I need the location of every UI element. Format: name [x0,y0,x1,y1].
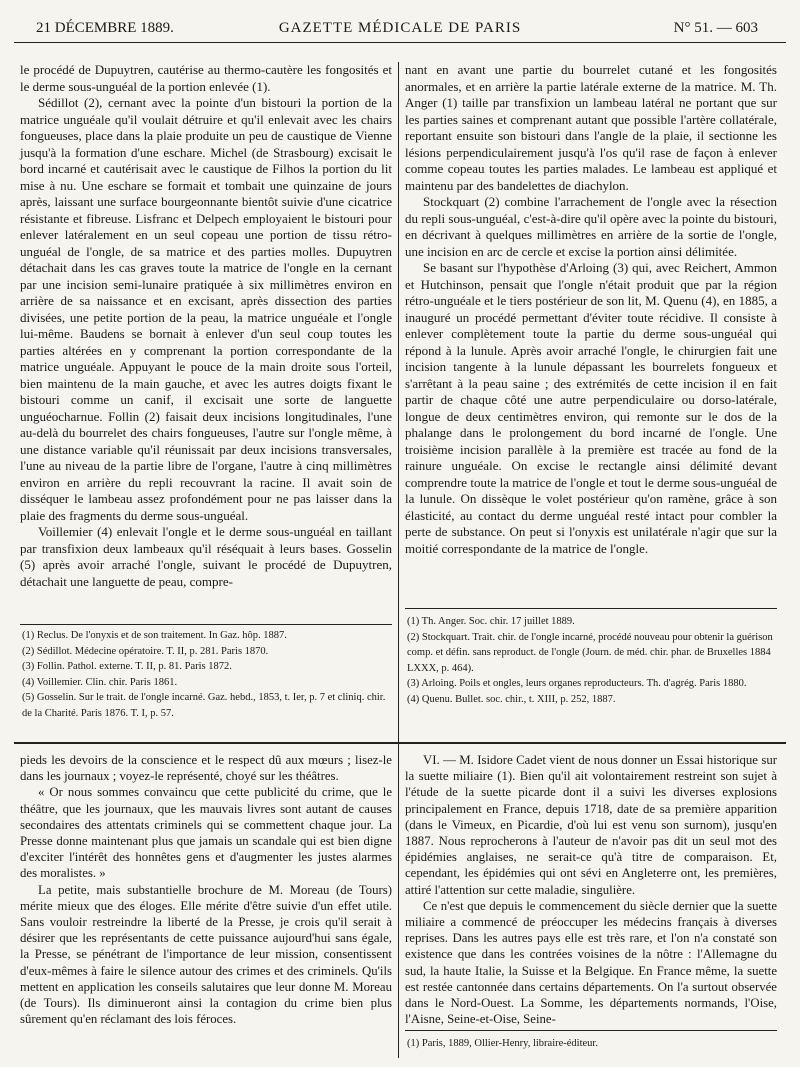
paragraph: Stockquart (2) combine l'arrachement de l'ongle avec la résection du repli sous-unguéal, c'est-à-dire qu'il opère avec la pointe du bistouri, en décrivant à quelques millimètres en arrière de la sortie de l'ongle, une incision en arc de cercle et excise la portion ainsi délimitée. [405,194,777,259]
footnote: (2) Sédillot. Médecine opératoire. T. II, p. 281. Paris 1870. [22,645,269,657]
paragraph: La petite, mais substantielle brochure de M. Moreau (de Tours) mérite mieux que des éloges. Elle mérite d'être suivie d'un effet utile. Sans vouloir restreindre la liberté de la Presse, je crois qu'il serait à désirer que les représentants de cette puissance aujourd'hui sans égale, la Presse, se pénétrant de l'importance de leur mission, consentissent d'eux-mêmes à faire le silence autour des crimes et des criminels. Qu'ils mettent en application les conseils salutaires que leur donne M. Moreau (de Tours). Ils diminueront ainsi la contagion du crime bien plus sûrement qu'en réclamant des lois féroces. [20,882,392,1027]
footnote-rule-lower [405,1030,777,1031]
paragraph: Voillemier (4) enlevait l'ongle et le derme sous-unguéal en taillant par transfixion deux lambeaux qu'il réséquait à leurs bases. Gosselin (5) après avoir arraché l'ongle, suivant le procédé de Dupuytren, détachait une languette de peau, compre- [20,524,392,589]
quotation: « Or nous sommes convaincu que cette publicité du crime, que le théâtre, que les journaux, que les mauvais livres sont autant de causes secondaires des attentats criminels qui se commettent chaque jour. La Presse donne maintenant plus que jamais un scandale qui est bien digne d'exciter l'intérêt des honnêtes gens et d'augmenter les justes alarmes des moralistes. » [20,785,392,881]
page-header [14,18,786,40]
footnote-lower [407,1036,777,1052]
paragraph: nant en avant une partie du bourrelet cutané et les fongosités anormales, et en arrière la partie latérale externe de la matrice. M. Th. Anger (1) taille par transfixion un lambeau latéral ne portant que sur les parties saines et comprenant autant que possible l'artère collatérale, reportant ensuite son bistouri dans l'angle de la plaie, il sectionne les lésions perpendiculairement jusqu'à l'os qu'il rase de façon à enlever comme copeau toutes les parties malades. Le lambeau est appliqué et maintenu par des bandelettes de diachylon. [405,62,777,193]
upper-right-column [405,62,777,557]
paragraph: Se basant sur l'hypothèse d'Arloing (3) qui, avec Reichert, Ammon et Hutchinson, pensait que l'ongle n'était produit que par la région rétro-unguéale et le tiers postérieur de son lit, M. Quenu (4), en 1885, a inauguré un procédé permettant d'éviter toute récidive. Il consiste à enlever complètement toute la partie du derme sous-unguéal qui répond à la lunule. Après avoir arraché l'ongle, le chirurgien fait une incision tangente à la lunule dépassant les bourrelets fongueux et s'arrêtant à la peau saine ; des extrémités de cette incision il en fait partir de chaque côté une autre perpendiculaire ou dorso-latérale, longue de deux centimètres environ, qui remonte sur le dos de la phalange dans le prolongement du bord incarné de l'ongle. Une troisième incision parallèle à la première est tracée au fond de la rainure unguéale. On excise le rectangle ainsi délimité devant comprendre toute la matrice de l'ongle et tout le derme sous-unguéal de la lunule. On dissèque le volet postérieur qu'on ramène, grâce à son élasticité, au contact du derme unguéal resté intact pour combler la perte de substance. On peut si l'onyxis est unilatérale n'agir que sur la moitié correspondante de la matrice de l'ongle. [405,260,777,556]
footnotes-right [407,614,777,707]
upper-left-column [20,62,392,590]
footnote: (3) Follin. Pathol. externe. T. II, p. 81. Paris 1872. [22,661,232,672]
footnote: (1) Paris, 1889, Ollier-Henry, libraire-éditeur. [407,1038,598,1049]
lower-left-column [20,752,392,1027]
paragraph: Ce n'est que depuis le commencement du siècle dernier que la suette miliaire a commencé de préoccuper les médecins français à diverses reprises. Dans les autres pays elle est très rare, et l'on n'a constaté son existence que dans les contrées voisines de la nôtre : l'Allemagne du sud, la haute Italie, la Suisse et la Belgique. En France même, la suette est restée cantonnée dans certains départements. On l'a surtout observée dans le Nord-Ouest. La Somme, les départements normands, l'Oise, l'Aisne, Seine-et-Oise, Seine- [405,898,777,1027]
journal-title: GAZETTE MÉDICALE DE PARIS [278,20,522,36]
footnotes-left [22,628,392,721]
footnote: (1) Reclus. De l'onyxis et de son traitement. In Gaz. hôp. 1887. [22,630,287,641]
footnote: (5) Gosselin. Sur le trait. de l'ongle incarné. Gaz. hebd., 1853, t. Ier, p. 7 et cliniq. chir. de la Charité. Paris 1876. T. I, p. 57. [22,692,386,719]
header-date: 21 DÉCEMBRE 1889. [36,20,174,36]
paragraph: Sédillot (2), cernant avec la pointe d'un bistouri la portion de la matrice unguéale qu'il voulait détruire et qu'il enlevait avec les chairs fongueuses, place dans la plaie produite un peu de caustique de Vienne jusqu'à la formation d'une eschare. Michel (de Strasbourg) excisait le bord incarné et cautérisait avec le caustique de Filhos la portion du lit mise à nu. Une eschare se formait et tombait une quinzaine de jours après, laissant une surface bourgeonnante bientôt suivie d'une cicatrice résistante et fibreuse. Lisfranc et Delpech employaient le bistouri pour enlever latéralement en un seul copeau une portion de tissu rétro-unguéal de l'ongle, de sa matrice et des parties molles. Dupuytren détachait dans les cas graves toute la matrice de l'ongle en la cernant par une incision semi-lunaire pratiquée à six millimètres environ en arrière de sa naissance et en excisant, après dissection des parties divisées, une petite portion de la peau, la matrice unguéale et l'ongle lui-même. Baudens se bornait à enlever d'un seul coup toutes les parties altérées en y comprenant la portion correspondante de la matrice unguéale. Appuyant le pouce de la main droite sous l'orteil, bien maintenu de la main gauche, et avec les autres doigts fixant le bistouri comme un canif, il excisait une sorte de languette unguéocharnue. Follin (2) faisait deux incisions longitudinales, l'une au-delà du bourrelet des chairs fongueuses, l'autre sur l'ongle même, à une distance variable qu'il réunissait par deux incisions transversales, l'une au niveau de la partie libre de l'organe, l'autre à cinq millimètres environ en arrière du repli recouvrant la racine. Il avait soin de disséquer le lambeau assez profondément pour ne pas laisser dans la plaie des fragments du derme sous-unguéal. [20,95,392,523]
footnote: (4) Voillemier. Clin. chir. Paris 1861. [22,676,178,688]
footnote: (4) Quenu. Bullet. soc. chir., t. XIII, p. 252, 1887. [407,693,616,705]
header-rule [14,42,786,43]
paragraph: VI. — M. Isidore Cadet vient de nous donner un Essai historique sur la suette miliaire (1). Bien qu'il ait volontairement restreint son sujet à l'étude de la suette picarde dont il a suivi les diverses explosions principalement en France, depuis 1718, date de sa première apparition (dans le Vimeux, en Picardie, d'où lui est venu son surnom), jusqu'en 1887. Nous reprocherons à l'auteur de n'avoir pas dit un seul mot des épidémies anglaises, ne serait-ce qu'à titre de comparaison. Et, cependant, les épidémies qui ont sévi en Angleterre ont, les premières, attiré l'attention sur cette maladie, singulière. [405,753,777,897]
footnote: (2) Stockquart. Trait. chir. de l'ongle incarné, procédé nouveau pour obtenir la guérison comp. et défin. sans reproduct. de l'ongle (Journ. de méd. chir. phar. de Bruxelles 1884 LXXX, p. 464). [407,631,773,674]
footnote-rule-right [405,608,777,609]
footnote: (3) Arloing. Poils et ongles, leurs organes reproducteurs. Th. d'agrég. Paris 1880. [407,678,747,689]
section-separator [14,742,786,744]
lower-right-column [405,752,777,1027]
footnote: (1) Th. Anger. Soc. chir. 17 juillet 1889. [407,616,575,627]
paragraph: le procédé de Dupuytren, cautérise au thermo-cautère les fongosités et le derme sous-unguéal de la portion enlevée (1). [20,62,392,94]
footnote-rule-left [20,624,392,625]
paragraph: pieds les devoirs de la conscience et le respect dû aux mœurs ; lisez-le dans les journaux ; voyez-le représenté, choyé sur les théâtres. [20,753,392,784]
issue-page-number: N° 51. — 603 [673,20,758,36]
lower-column-divider [398,748,399,1058]
column-divider [398,62,399,752]
